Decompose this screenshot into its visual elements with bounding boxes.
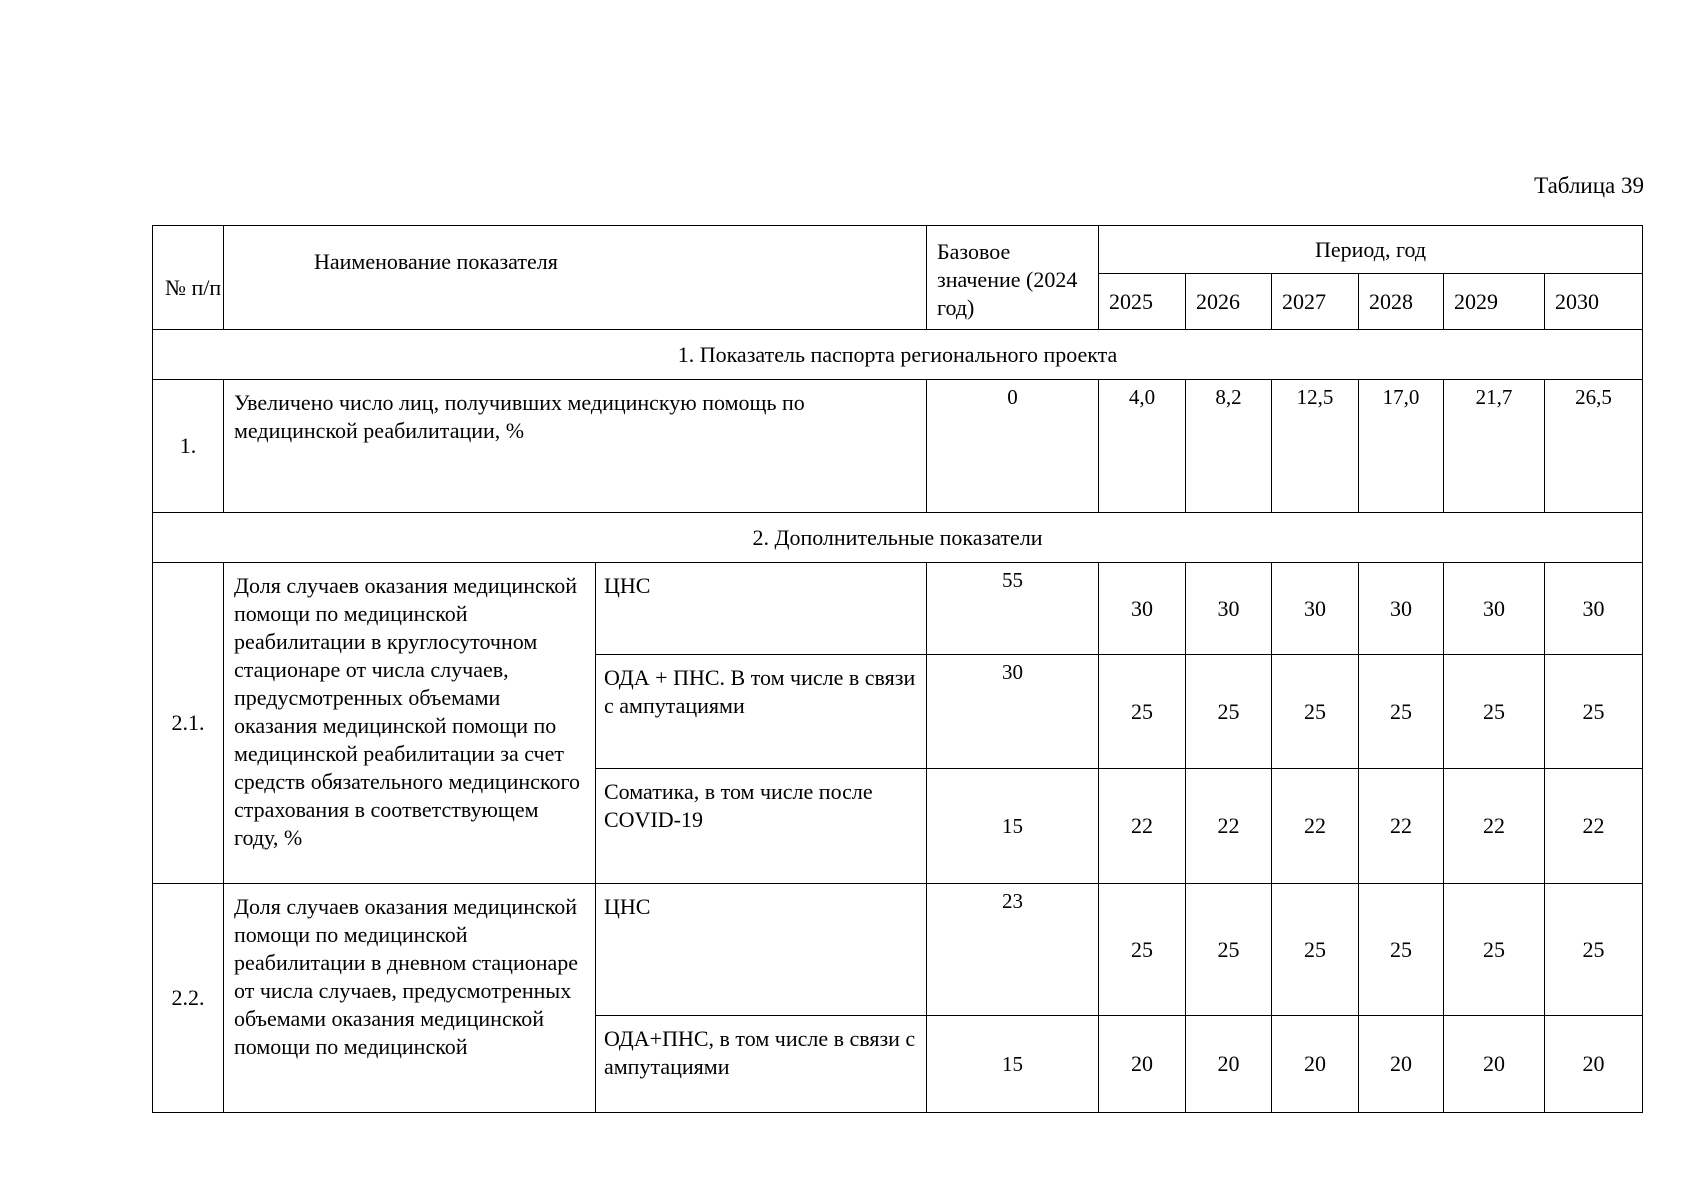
header-year: 2028: [1359, 274, 1444, 330]
year-value: 20: [1359, 1016, 1444, 1113]
year-value: 22: [1099, 769, 1186, 884]
header-year: 2027: [1272, 274, 1359, 330]
sub-indicator: ОДА+ПНС, в том числе в связи с ампутациями: [596, 1016, 927, 1113]
year-value: 17,0: [1359, 380, 1444, 513]
section-title: 1. Показатель паспорта регионального проекта: [153, 330, 1643, 380]
indicator-name: Увеличено число лиц, получивших медицинскую помощь по медицинской реабилитации, %: [224, 380, 927, 513]
base-value: 30: [927, 655, 1099, 769]
year-value: 22: [1359, 769, 1444, 884]
year-value: 30: [1545, 563, 1643, 655]
year-value: 22: [1545, 769, 1643, 884]
year-value: 25: [1444, 655, 1545, 769]
base-value: 15: [927, 1016, 1099, 1113]
year-value: 30: [1272, 563, 1359, 655]
year-value: 21,7: [1444, 380, 1545, 513]
base-value: 15: [927, 769, 1099, 884]
sub-indicator: ОДА + ПНС. В том числе в связи с ампутациями: [596, 655, 927, 769]
year-value: 26,5: [1545, 380, 1643, 513]
year-value: 20: [1272, 1016, 1359, 1113]
year-value: 30: [1186, 563, 1272, 655]
row-number: 1.: [153, 380, 224, 513]
header-year: 2029: [1444, 274, 1545, 330]
year-value: 25: [1359, 884, 1444, 1016]
year-value: 30: [1099, 563, 1186, 655]
year-value: 25: [1186, 655, 1272, 769]
year-value: 12,5: [1272, 380, 1359, 513]
sub-indicator: Соматика, в том числе после COVID-19: [596, 769, 927, 884]
year-value: 25: [1099, 884, 1186, 1016]
year-value: 20: [1444, 1016, 1545, 1113]
year-value: 25: [1272, 655, 1359, 769]
header-year: 2026: [1186, 274, 1272, 330]
year-value: 20: [1186, 1016, 1272, 1113]
indicator-name: Доля случаев оказания медицинской помощи по медицинской реабилитации в круглосуточном стационаре от числа случаев, предусмотренных объемами оказания медицинской помощи по медицинской реабилитации за счет средств обязательного медицинского страхования в соответствующем году, %: [224, 563, 596, 884]
year-value: 25: [1099, 655, 1186, 769]
header-period: Период, год: [1099, 226, 1643, 274]
year-value: 4,0: [1099, 380, 1186, 513]
year-value: 8,2: [1186, 380, 1272, 513]
year-value: 25: [1545, 655, 1643, 769]
sub-indicator: ЦНС: [596, 884, 927, 1016]
base-value: 55: [927, 563, 1099, 655]
row-number: 2.1.: [153, 563, 224, 884]
year-value: 25: [1545, 884, 1643, 1016]
year-value: 30: [1444, 563, 1545, 655]
year-value: 22: [1186, 769, 1272, 884]
header-year: 2025: [1099, 274, 1186, 330]
year-value: 30: [1359, 563, 1444, 655]
year-value: 25: [1272, 884, 1359, 1016]
section-title: 2. Дополнительные показатели: [153, 513, 1643, 563]
base-value: 23: [927, 884, 1099, 1016]
year-value: 25: [1444, 884, 1545, 1016]
indicator-name: Доля случаев оказания медицинской помощи по медицинской реабилитации в дневном стационаре от числа случаев, предусмотренных объемами оказания медицинской помощи по медицинской: [224, 884, 596, 1113]
year-value: 22: [1444, 769, 1545, 884]
year-value: 25: [1359, 655, 1444, 769]
row-number: 2.2.: [153, 884, 224, 1113]
year-value: 20: [1545, 1016, 1643, 1113]
header-year: 2030: [1545, 274, 1643, 330]
header-base: Базовое значение (2024 год): [927, 226, 1099, 330]
header-num: № п/п: [153, 226, 224, 330]
header-name: Наименование показателя: [224, 226, 927, 330]
year-value: 20: [1099, 1016, 1186, 1113]
table-caption: Таблица 39: [1534, 173, 1644, 198]
indicators-table: [152, 225, 1643, 1113]
sub-indicator: ЦНС: [596, 563, 927, 655]
year-value: 25: [1186, 884, 1272, 1016]
year-value: 22: [1272, 769, 1359, 884]
base-value: 0: [927, 380, 1099, 513]
